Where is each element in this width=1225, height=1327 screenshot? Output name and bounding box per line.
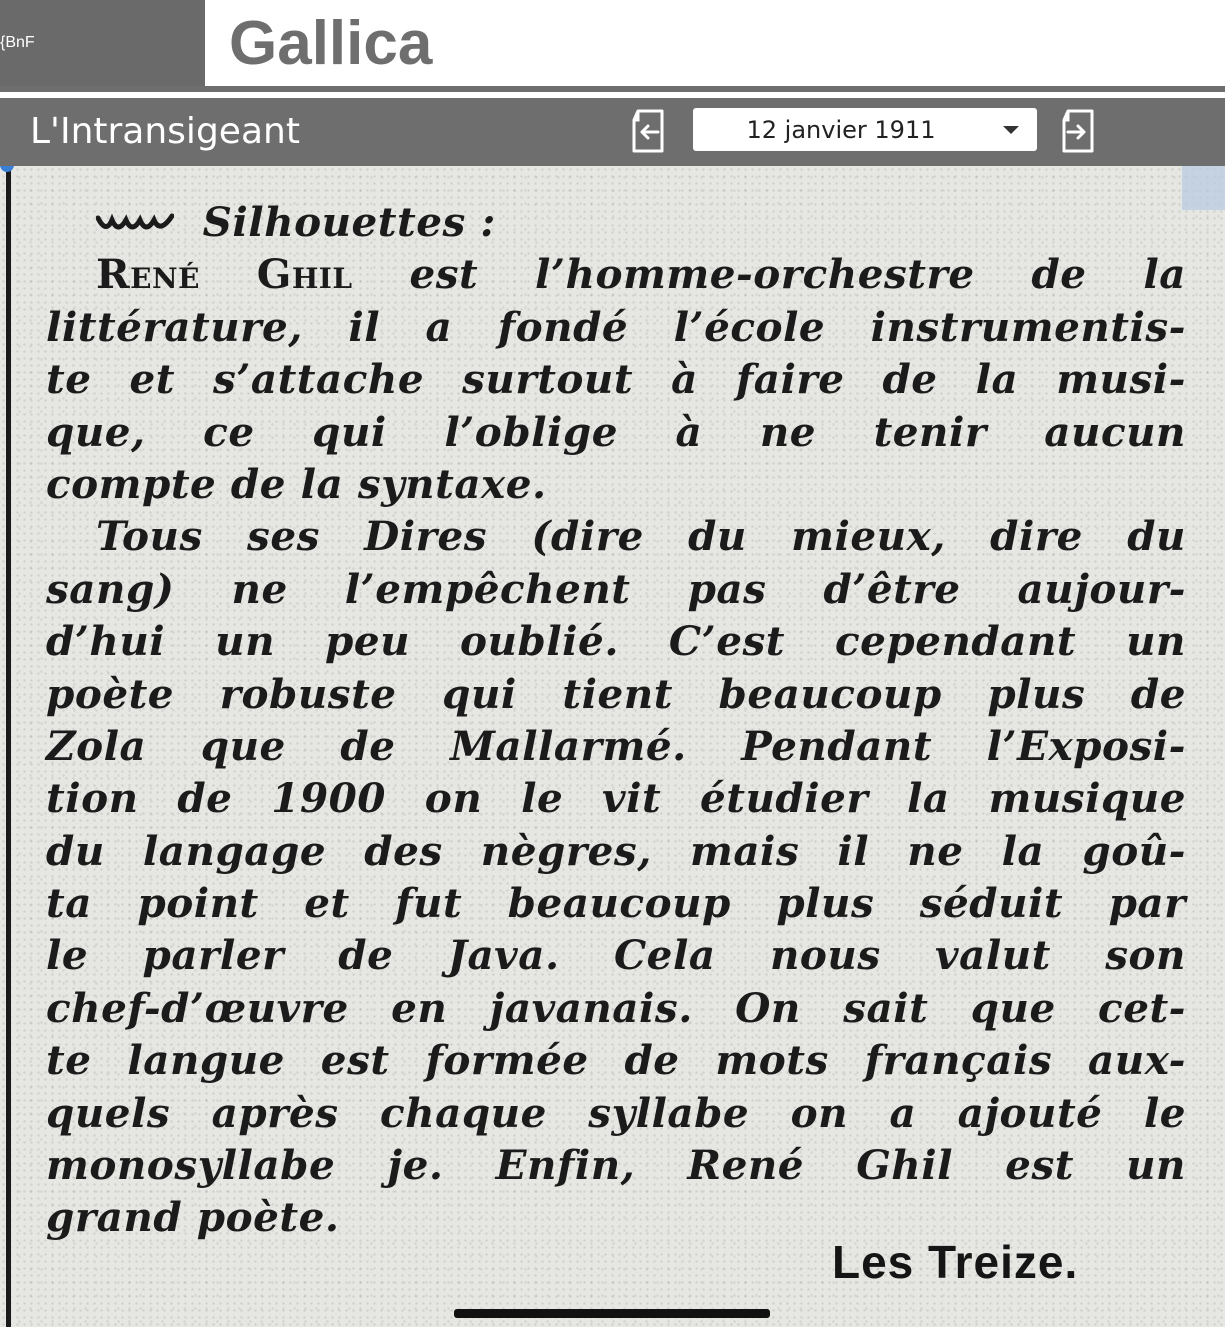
scroll-corner — [1182, 166, 1225, 210]
article-signature: Les Treize. — [832, 1236, 1079, 1288]
article-line: tion de 1900 on le vit étudier la musique — [46, 774, 1186, 823]
gallica-title[interactable]: Gallica — [229, 9, 433, 78]
article-line: littérature, il a fondé l’école instrumentis- — [46, 302, 1186, 351]
article-line: monosyllabe je. Enfin, René Ghil est un — [46, 1141, 1186, 1190]
column-rule — [6, 166, 11, 1327]
article-line: que, ce qui l’oblige à ne tenir aucun — [46, 407, 1186, 456]
article-heading — [46, 196, 1186, 248]
article-line: René Ghil est l’homme-orchestre de la — [96, 250, 1186, 299]
wave-ornament-icon — [96, 210, 174, 236]
next-issue-icon — [1058, 108, 1098, 154]
article-line: du langage des nègres, mais il ne la goû- — [46, 826, 1186, 875]
article-text — [46, 196, 1186, 1244]
article-line: le parler de Java. Cela nous valut son — [46, 931, 1186, 980]
heading-text: Silhouettes : — [202, 198, 496, 246]
previous-issue-button[interactable] — [628, 108, 668, 154]
article-line: d’hui un peu oublié. C’est cependant un — [46, 617, 1186, 666]
article-line: te langue est formée de mots français aux- — [46, 1036, 1186, 1085]
chevron-down-icon — [1003, 126, 1019, 134]
previous-issue-icon — [628, 108, 668, 154]
author-name: René Ghil — [96, 250, 353, 299]
article-line: chef-d’œuvre en javanais. On sait que cet- — [46, 983, 1186, 1032]
article-line: compte de la syntaxe. — [46, 459, 547, 508]
article-line: ta point et fut beaucoup plus séduit par — [46, 879, 1186, 928]
issue-date-select[interactable] — [693, 108, 1037, 151]
next-issue-button[interactable] — [1058, 108, 1098, 154]
article-line: grand poète. — [46, 1193, 340, 1242]
page-marker-dot — [0, 166, 14, 172]
article-line: Tous ses Dires (dire du mieux, dire du — [96, 512, 1186, 561]
brand-header — [0, 0, 1225, 86]
article-line: poète robuste qui tient beaucoup plus de — [46, 669, 1186, 718]
section-separator — [454, 1309, 770, 1318]
publication-title: L'Intransigeant — [30, 111, 300, 152]
bnf-logo[interactable]: {BnF — [0, 0, 205, 86]
document-viewer[interactable] — [0, 166, 1225, 1327]
article-line: te et s’attache surtout à faire de la musi- — [46, 355, 1186, 404]
viewer-toolbar — [0, 98, 1225, 166]
article-line: Zola que de Mallarmé. Pendant l’Exposi- — [46, 721, 1186, 770]
article-line: sang) ne l’empêchent pas d’être aujour- — [46, 564, 1186, 613]
issue-date-value: 12 janvier 1911 — [746, 116, 936, 144]
article-line: quels après chaque syllabe on a ajouté le — [46, 1088, 1186, 1137]
